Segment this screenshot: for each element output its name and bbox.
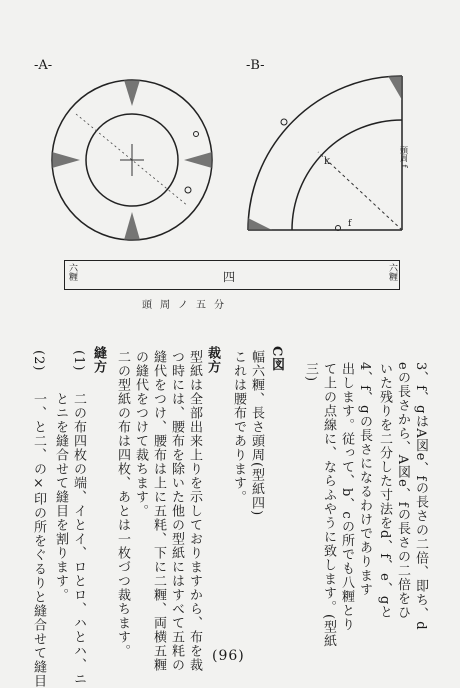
sewing-item-1-cont: とニを縫合せて縫目を割ります。 [53,392,68,602]
body-column-7: 三) [303,362,318,383]
section-c-line-2: これは腰布であります。 [231,350,246,504]
sewing-heading: 縫方 [91,346,106,374]
cutting-line-5: 二の型紙の布は四枚、あとは一枚づつ裁ちます。 [115,350,130,658]
figure-a-label: -A- [34,58,53,73]
section-c-heading: C図 [269,346,284,372]
strip-center-label: 四 [223,270,238,284]
cutting-line-1: 型紙は全部出来上りを示しておりますから、布を裁 [187,350,202,672]
section-c-line-1: 幅六糎、長さ頭周(型紙四) [249,350,264,517]
sewing-num-2: (2) [31,350,46,372]
body-column-1: 3、f、gはA図e、fの長さの二倍、即ち、d [413,362,428,631]
page-number: (96) [212,648,245,664]
figure-c-waistband-strip [64,260,400,290]
body-column-4: 4、f、gの長さになるわけであります [357,362,372,597]
strip-left-label: 六糎 [67,263,77,281]
strip-caption: 頭周ノ五分 [142,300,232,311]
sewing-item-1: 二の布四枚の端、イとイ、ロとロ、ハとハ、ニ [71,392,86,686]
figure-b-sector-diagram [228,56,418,236]
figure-b-side-label: 頭周 f [399,146,409,168]
cutting-line-2: つ時には、腰布を除いた他の型紙にはすべて五粍の [169,350,184,672]
cutting-line-3: 縫代をつけ、腰布は上に五粍、下に二糎、両横五糎 [151,350,166,672]
body-column-2: eの長さから、A図e、fの長さの二倍をひ [395,362,410,620]
body-column-3: いた残りを二分した寸法をd、f、e、gと [377,362,392,620]
cutting-line-4: の縫代をつけて裁ちます。 [133,350,148,518]
sewing-num-1: (1) [71,350,86,372]
figure-b-bottom-label: f [348,219,352,229]
sewing-item-2: 一、と二、の×印の所をぐるりと縫合せて縫目 [31,392,46,688]
body-column-6: て上の点線に、ならふやうに致します。(型紙 [321,362,336,649]
cutting-heading: 裁方 [205,346,220,374]
figure-b-label: -B- [246,58,265,73]
body-column-5: 出します。従って、b、cの所でも八糎とり [339,362,354,632]
figure-a-ring-diagram [36,54,216,244]
figure-b-k-label: k [324,156,331,167]
strip-right-label: 六糎 [387,263,397,281]
